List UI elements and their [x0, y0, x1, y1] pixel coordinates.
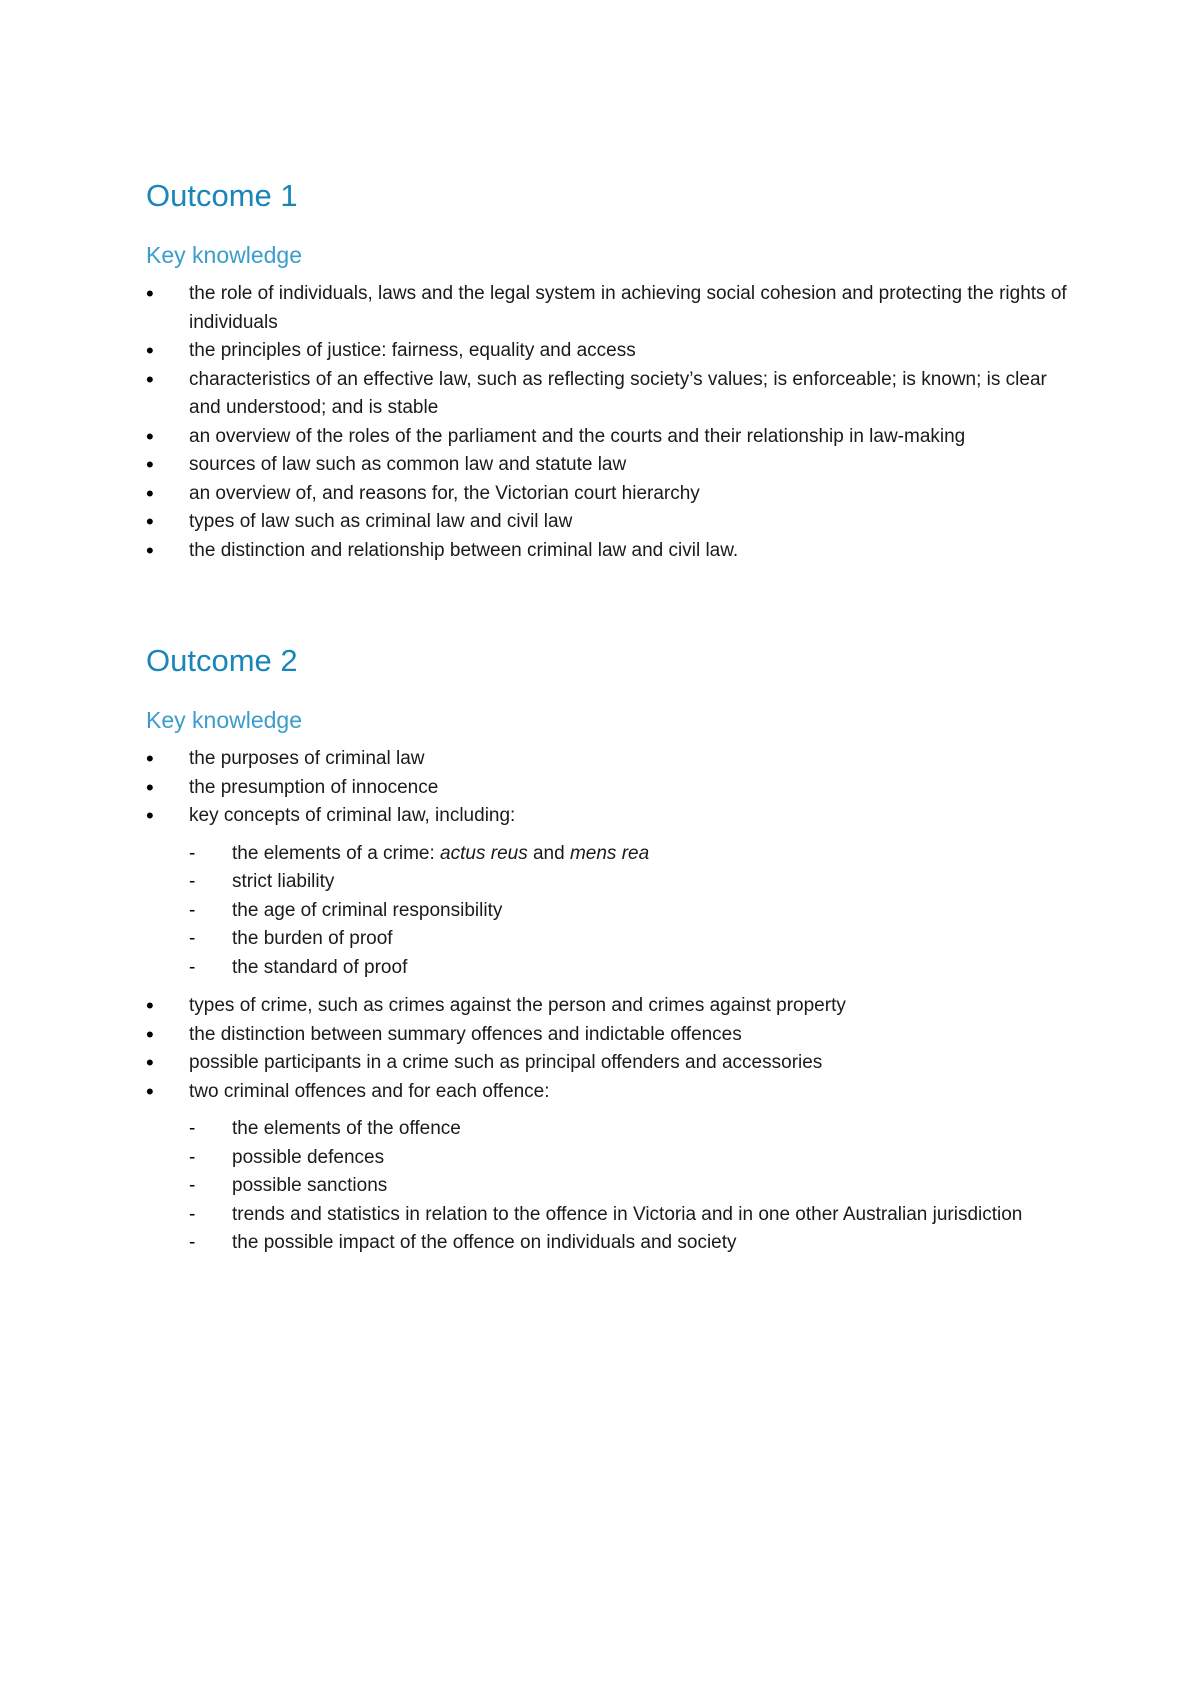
list-item: • the principles of justice: fairness, equality and access: [146, 337, 1076, 366]
sublist-container: [146, 840, 1076, 983]
criminal-law-concepts-sublist: [146, 840, 1076, 983]
list-item: • the role of individuals, laws and the legal system in achieving social cohesion and protecting the rights of individuals: [146, 280, 1076, 337]
sublist-item: - the possible impact of the offence on individuals and society: [146, 1229, 1076, 1258]
outcome-1-heading: Outcome 1: [146, 178, 298, 213]
outcome-1-key-knowledge-list: [146, 280, 1076, 565]
list-item: • possible participants in a crime such as principal offenders and accessories: [146, 1049, 1076, 1078]
sublist-item: - possible sanctions: [146, 1172, 1076, 1201]
actus-reus-term: actus reus: [440, 842, 528, 864]
list-item: • the purposes of criminal law: [146, 745, 1076, 774]
list-item: • an overview of, and reasons for, the Victorian court hierarchy: [146, 480, 1076, 509]
sublist-item: - strict liability: [146, 868, 1076, 897]
sublist-item: - trends and statistics in relation to the offence in Victoria and in one other Australian jurisdiction: [146, 1201, 1076, 1230]
outcome-2-section: [146, 641, 1076, 1258]
list-item: • types of crime, such as crimes against the person and crimes against property: [146, 992, 1076, 1021]
outcome-2-heading: Outcome 2: [146, 643, 298, 678]
sublist-item: - the standard of proof: [146, 954, 1076, 983]
list-item: • key concepts of criminal law, including:: [146, 802, 1076, 831]
list-item: • an overview of the roles of the parliament and the courts and their relationship in law-making: [146, 423, 1076, 452]
outcome-2-key-knowledge-heading: Key knowledge: [146, 707, 302, 733]
elements-prefix: the elements of a crime:: [232, 842, 441, 864]
sublist-container: [146, 1115, 1076, 1258]
outcome-1-section: [146, 176, 1076, 565]
mens-rea-term: mens rea: [569, 842, 650, 864]
list-item: • the distinction between summary offences and indictable offences: [146, 1021, 1076, 1050]
list-item: • types of law such as criminal law and civil law: [146, 508, 1076, 537]
sublist-item: - the elements of the offence: [146, 1115, 1076, 1144]
outcome-2-key-knowledge-list: [146, 745, 1076, 1258]
list-item: • two criminal offences and for each offence:: [146, 1078, 1076, 1107]
sublist-item: - possible defences: [146, 1144, 1076, 1173]
sublist-item: [146, 840, 1076, 869]
outcome-1-key-knowledge-heading: Key knowledge: [146, 242, 302, 268]
list-item: • the presumption of innocence: [146, 774, 1076, 803]
list-item: • sources of law such as common law and statute law: [146, 451, 1076, 480]
sublist-item: - the burden of proof: [146, 925, 1076, 954]
conjunction: and: [527, 842, 570, 864]
document-page: [146, 176, 1076, 1268]
offence-points-sublist: [146, 1115, 1076, 1258]
sublist-item: - the age of criminal responsibility: [146, 897, 1076, 926]
list-item: • the distinction and relationship between criminal law and civil law.: [146, 537, 1076, 566]
list-item: • characteristics of an effective law, such as reflecting society’s values; is enforceable; is known; is clear and understood; and is stable: [146, 366, 1076, 423]
